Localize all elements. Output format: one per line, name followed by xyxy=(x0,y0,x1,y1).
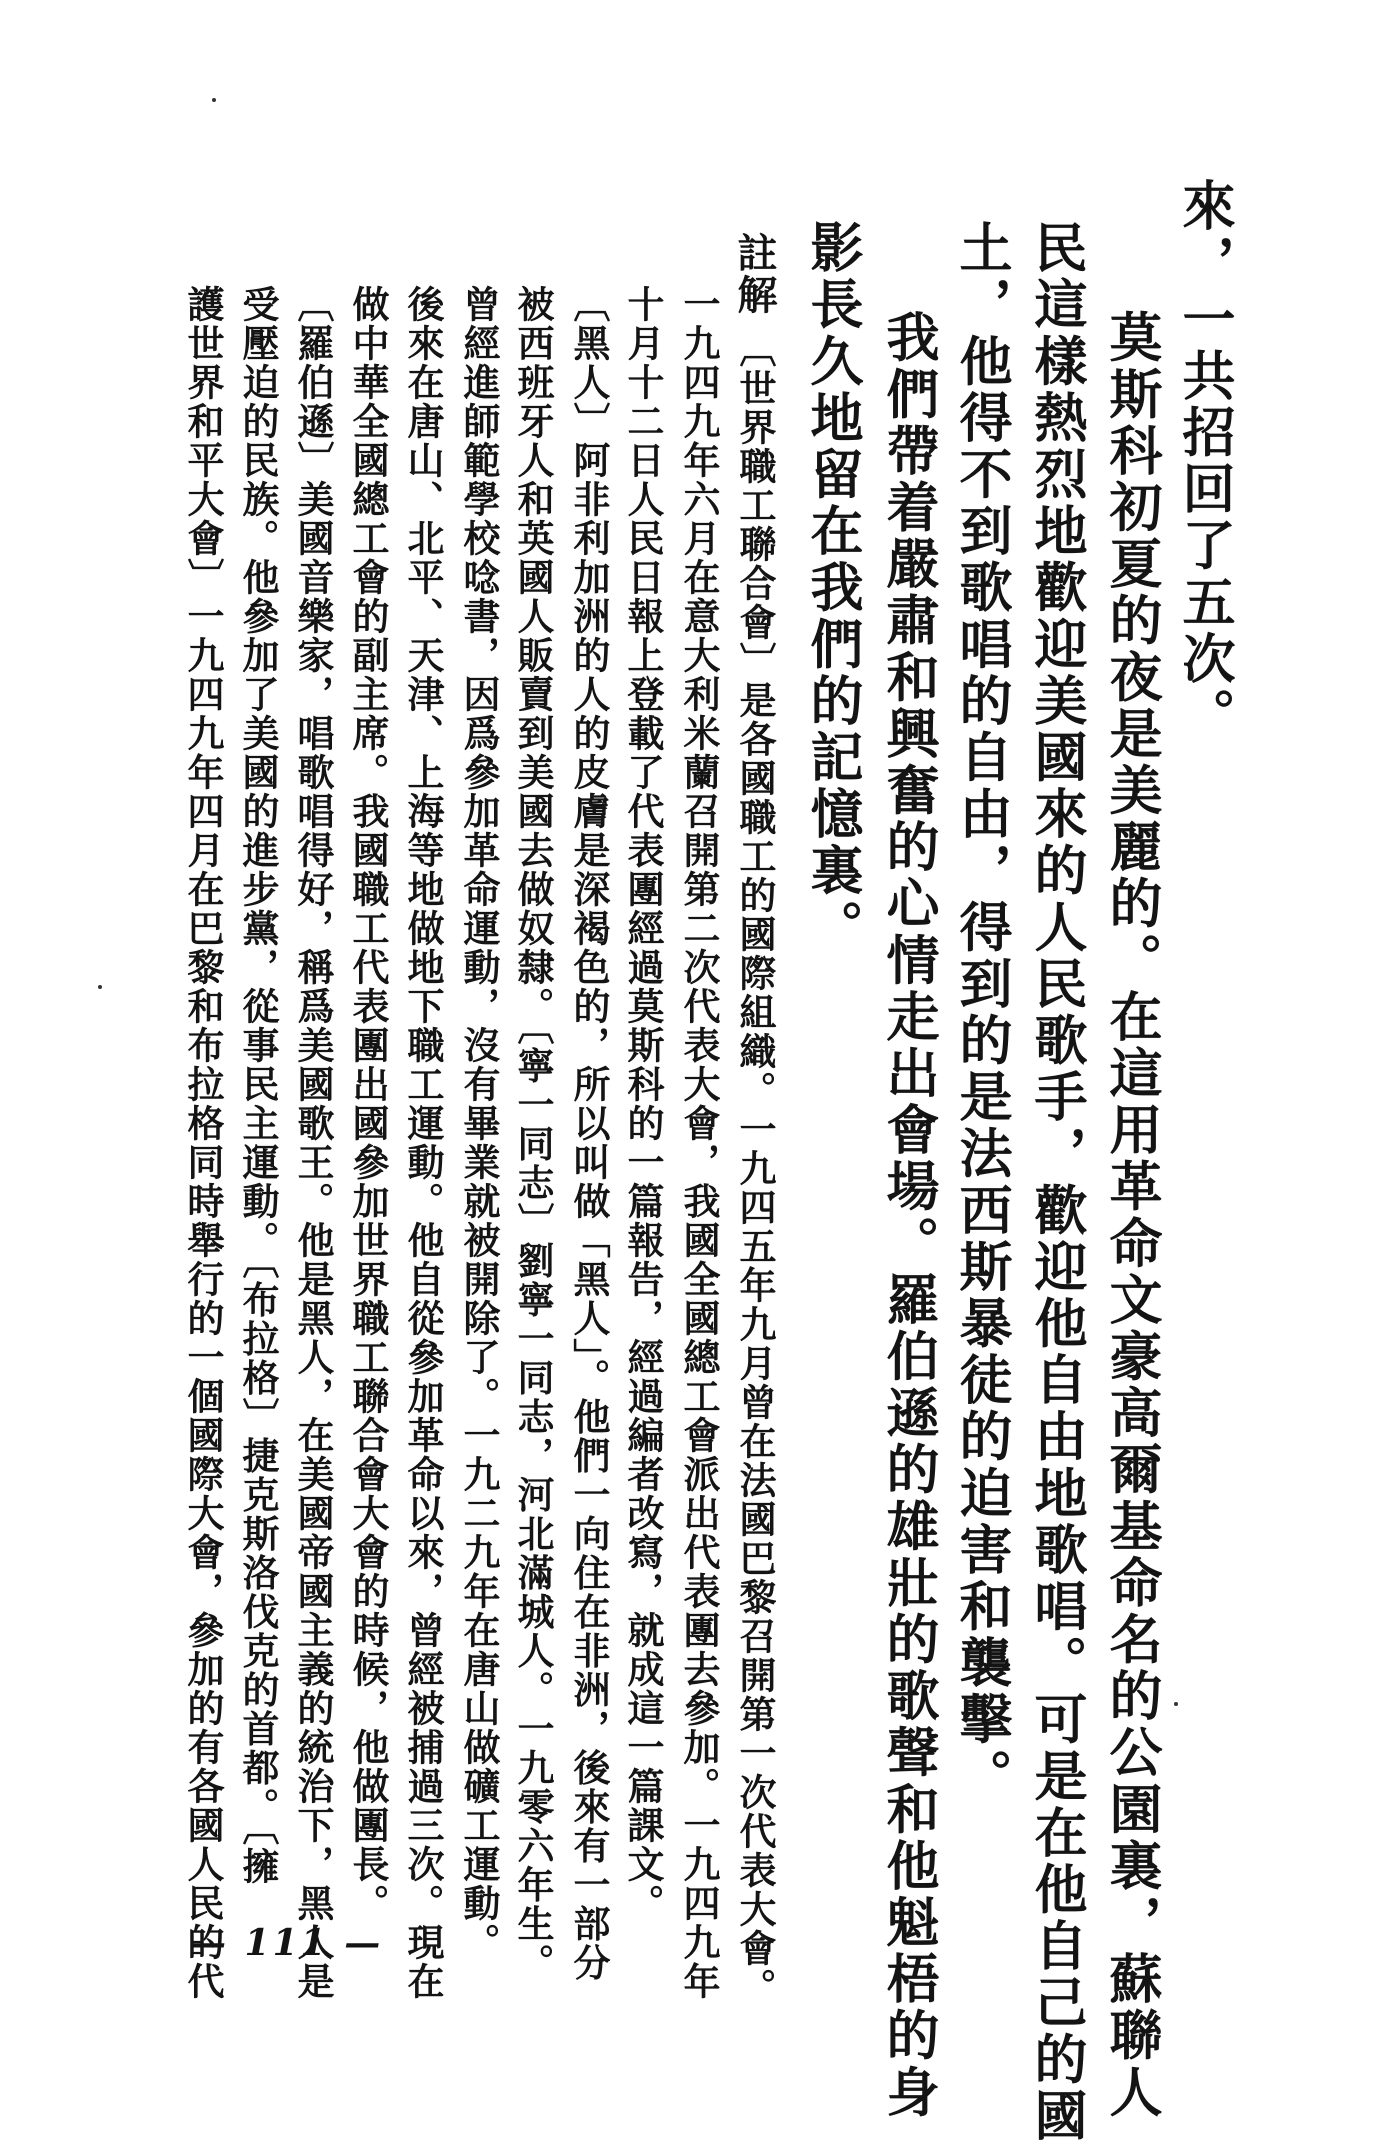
note-line-11: 護世界和平大會〕一九四九年四月在巴黎和布拉格同時舉行的一個國際大會，參加的有各國人民的代 xyxy=(181,285,225,2001)
body-line-2: 莫斯科初夏的夜是美麗的。在這用革命文豪高爾基命名的公園裏，蘇聯人 xyxy=(1101,253,1163,2121)
scan-speck xyxy=(212,98,216,102)
page-number: — 111 — xyxy=(190,1922,384,1964)
scan-speck xyxy=(98,985,102,989)
note-line-3: 十月十二日人民日報上登載了代表團經過莫斯科的一篇報告，經過編者改寫，就成這一篇課文。 xyxy=(621,285,665,1923)
note-line-5: 被西班牙人和英國人販賣到美國去做奴隸。〔寧一同志〕劉寧一同志，河北滿城人。一九零六年生。 xyxy=(511,285,555,1983)
note-line-8: 做中華全國總工會的副主席。我國職工代表團出國參加世界職工聯合會大會的時候，他做團長。 xyxy=(346,285,390,1923)
body-line-5: 我們帶着嚴肅和興奮的心情走出會場。羅伯遜的雄壯的歌聲和他魁梧的身 xyxy=(878,253,940,2121)
body-line-4: 土，他得不到歌唱的自由，得到的是法西斯暴徒的迫害和襲擊。 xyxy=(951,220,1013,1805)
scan-speck xyxy=(1174,1702,1178,1706)
body-line-6: 影長久地留在我們的記憶裏。 xyxy=(802,220,864,956)
note-line-6: 曾經進師範學校唸書，因爲參加革命運動，沒有畢業就被開除了。一九二九年在唐山做礦工運動。 xyxy=(457,285,501,1962)
note-line-9: 〔羅伯遜〕美國音樂家，唱歌唱得好，稱爲美國歌王。他是黑人，在美國帝國主義的統治下，黑人是 xyxy=(291,285,335,2001)
note-line-10: 受壓迫的民族。他參加了美國的進步黨，從事民主運動。〔布拉格〕捷克斯洛伐克的首都。〔擁 xyxy=(236,285,280,1886)
note-line-4: 〔黑人〕阿非利加洲的人的皮膚是深褐色的，所以叫做「黑人」。他們一向住在非洲，後來有一部分 xyxy=(567,285,611,1983)
note-line-7: 後來在唐山、北平、天津、上海等地做地下職工運動。他自從參加革命以來，曾經被捕過三次。現在 xyxy=(401,285,445,2001)
body-line-3: 民這樣熱烈地歡迎美國來的人民歌手，歡迎他自由地歌唱。可是在他自己的國 xyxy=(1026,220,1088,2144)
note-line-1: 〔世界職工聯合會〕是各國職工的國際組織。一九四五年九月曾在法國巴黎召開第一次代表大會。 xyxy=(733,330,777,2007)
body-line-1: 來，一共招回了五次。 xyxy=(1174,178,1236,744)
notes-heading: 註解 xyxy=(731,232,778,316)
note-line-2: 一九四九年六月在意大利米蘭召開第二次代表大會，我國全國總工會派出代表團去參加。一九四九年 xyxy=(677,285,721,2001)
